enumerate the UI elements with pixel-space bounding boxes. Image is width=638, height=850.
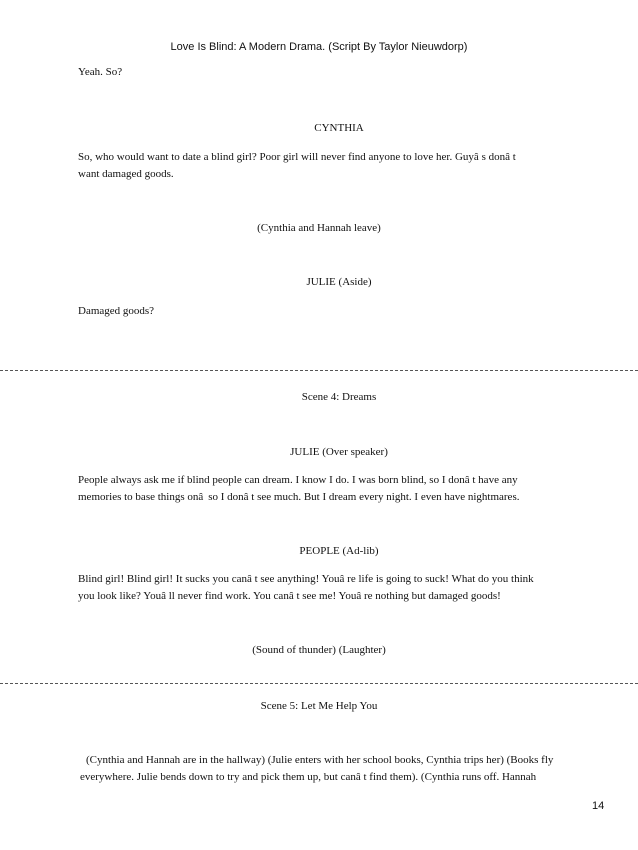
scene-divider: [0, 683, 638, 684]
character-name-people: PEOPLE (Ad-lib): [299, 545, 379, 557]
scene-divider: [0, 370, 638, 371]
page-number: 14: [592, 800, 605, 812]
dialogue-line: So, who would want to date a blind girl? Poor girl will never find anyone to love her. Guyâ s donâ t: [78, 151, 516, 163]
scene-heading-4: Scene 4: Dreams: [301, 391, 377, 403]
dialogue-line: Yeah. So?: [78, 66, 123, 78]
stage-direction: everywhere. Julie bends down to try and pick them up, but canâ t find them). (Cynthia runs off. Hannah: [80, 771, 537, 783]
dialogue-line: want damaged goods.: [78, 168, 174, 180]
stage-direction: (Cynthia and Hannah leave): [257, 222, 381, 234]
page-header: Love Is Blind: A Modern Drama. (Script By Taylor Nieuwdorp): [170, 41, 468, 53]
dialogue-line: Blind girl! Blind girl! It sucks you canâ t see anything! Youâ re life is going to suck! What do you think: [78, 573, 534, 585]
character-name-julie-over: JULIE (Over speaker): [290, 446, 388, 458]
character-name-cynthia: CYNTHIA: [314, 122, 364, 134]
dialogue-line: you look like? Youâ ll never find work. You canâ t see me! Youâ re nothing but damaged goods!: [78, 590, 501, 602]
dialogue-line: Damaged goods?: [78, 305, 155, 317]
stage-direction: (Cynthia and Hannah are in the hallway) (Julie enters with her school books, Cynthia trips her) (Books fly: [86, 754, 554, 766]
stage-direction: (Sound of thunder) (Laughter): [252, 644, 386, 656]
dialogue-line: memories to base things onâ so I donâ t see much. But I dream every night. I even have nightmares.: [78, 491, 520, 503]
dialogue-line: People always ask me if blind people can dream. I know I do. I was born blind, so I donâ t have any: [78, 474, 518, 486]
scene-heading-5: Scene 5: Let Me Help You: [260, 700, 378, 712]
character-name-julie-aside: JULIE (Aside): [306, 276, 372, 288]
